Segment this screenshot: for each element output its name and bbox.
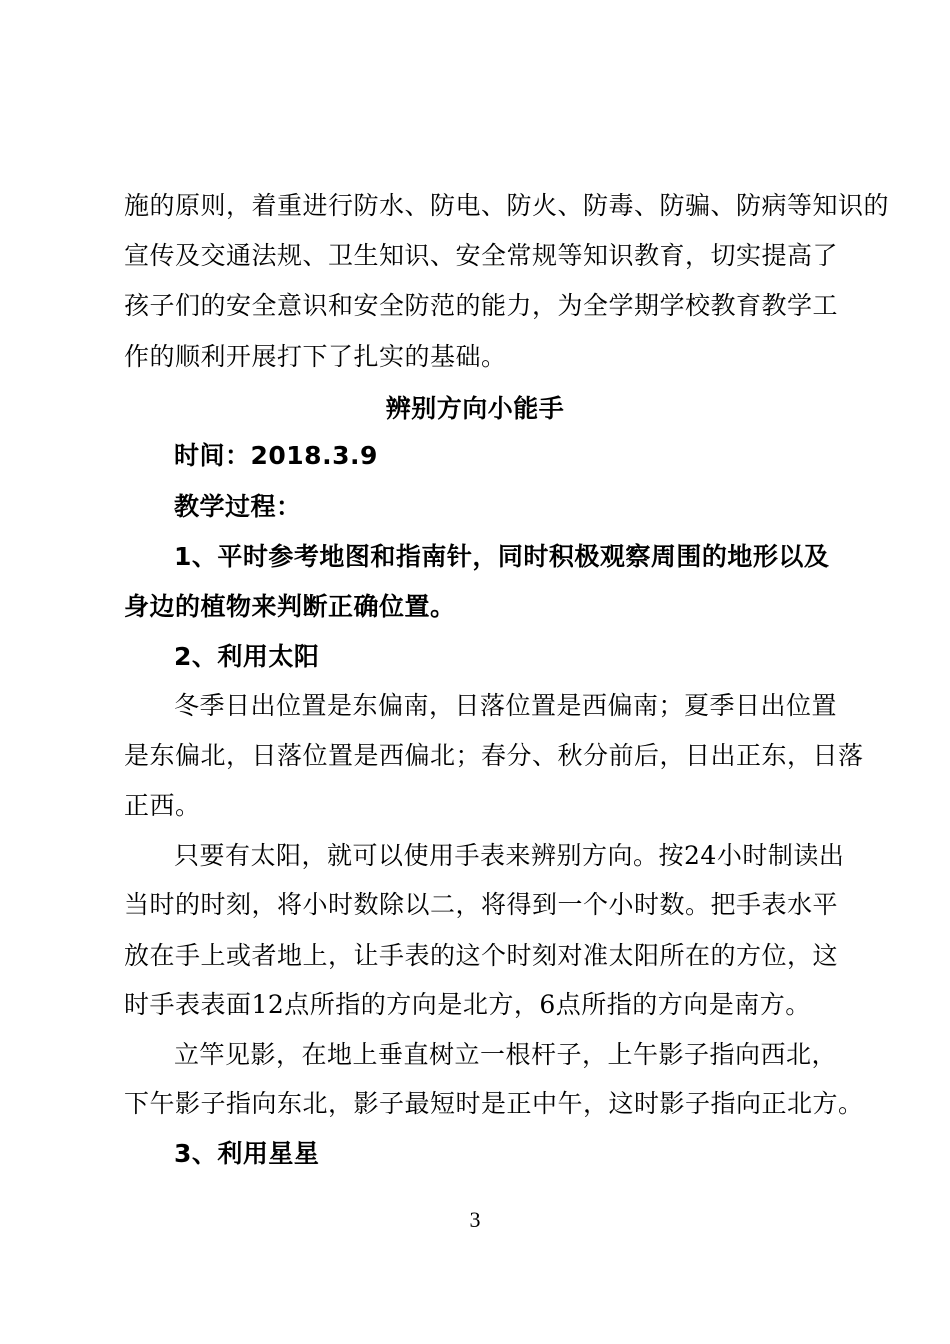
- process-heading: 教学过程：: [174, 492, 302, 521]
- paragraph-line: 宣传及交通法规、卫生知识、安全常规等知识教育，切实提高了: [124, 241, 839, 270]
- paragraph-line: 是东偏北，日落位置是西偏北；春分、秋分前后，日出正东，日落: [124, 741, 864, 770]
- page-number: 3: [469, 1207, 481, 1232]
- paragraph-line: 冬季日出位置是东偏南，日落位置是西偏南；夏季日出位置: [174, 691, 838, 720]
- paragraph-line: 立竿见影，在地上垂直树立一根杆子，上午影子指向西北，: [174, 1040, 838, 1069]
- paragraph-line: 施的原则，着重进行防水、防电、防火、防毒、防骗、防病等知识的: [124, 191, 890, 220]
- item-3-heading: 3、利用星星: [174, 1139, 320, 1168]
- paragraph-line: 只要有太阳，就可以使用手表来辨别方向。按24小时制读出: [174, 841, 845, 870]
- item-1-line: 身边的植物来判断正确位置。: [124, 592, 456, 621]
- paragraph-line: 时手表表面12点所指的方向是北方，6点所指的方向是南方。: [124, 990, 811, 1019]
- item-2-heading: 2、利用太阳: [174, 642, 320, 671]
- paragraph-line: 作的顺利开展打下了扎实的基础。: [124, 342, 507, 371]
- item-1-line: 1、平时参考地图和指南针，同时积极观察周围的地形以及: [174, 542, 830, 571]
- section-title: 辨别方向小能手: [385, 394, 565, 423]
- time-line: 时间：2018.3.9: [174, 441, 378, 470]
- paragraph-line: 放在手上或者地上，让手表的这个时刻对准太阳所在的方位，这: [124, 941, 839, 970]
- paragraph-line: 正西。: [124, 791, 201, 820]
- paragraph-line: 下午影子指向东北，影子最短时是正中午，这时影子指向正北方。: [124, 1089, 864, 1118]
- paragraph-line: 当时的时刻，将小时数除以二，将得到一个小时数。把手表水平: [124, 890, 839, 919]
- paragraph-line: 孩子们的安全意识和安全防范的能力，为全学期学校教育教学工: [124, 291, 839, 320]
